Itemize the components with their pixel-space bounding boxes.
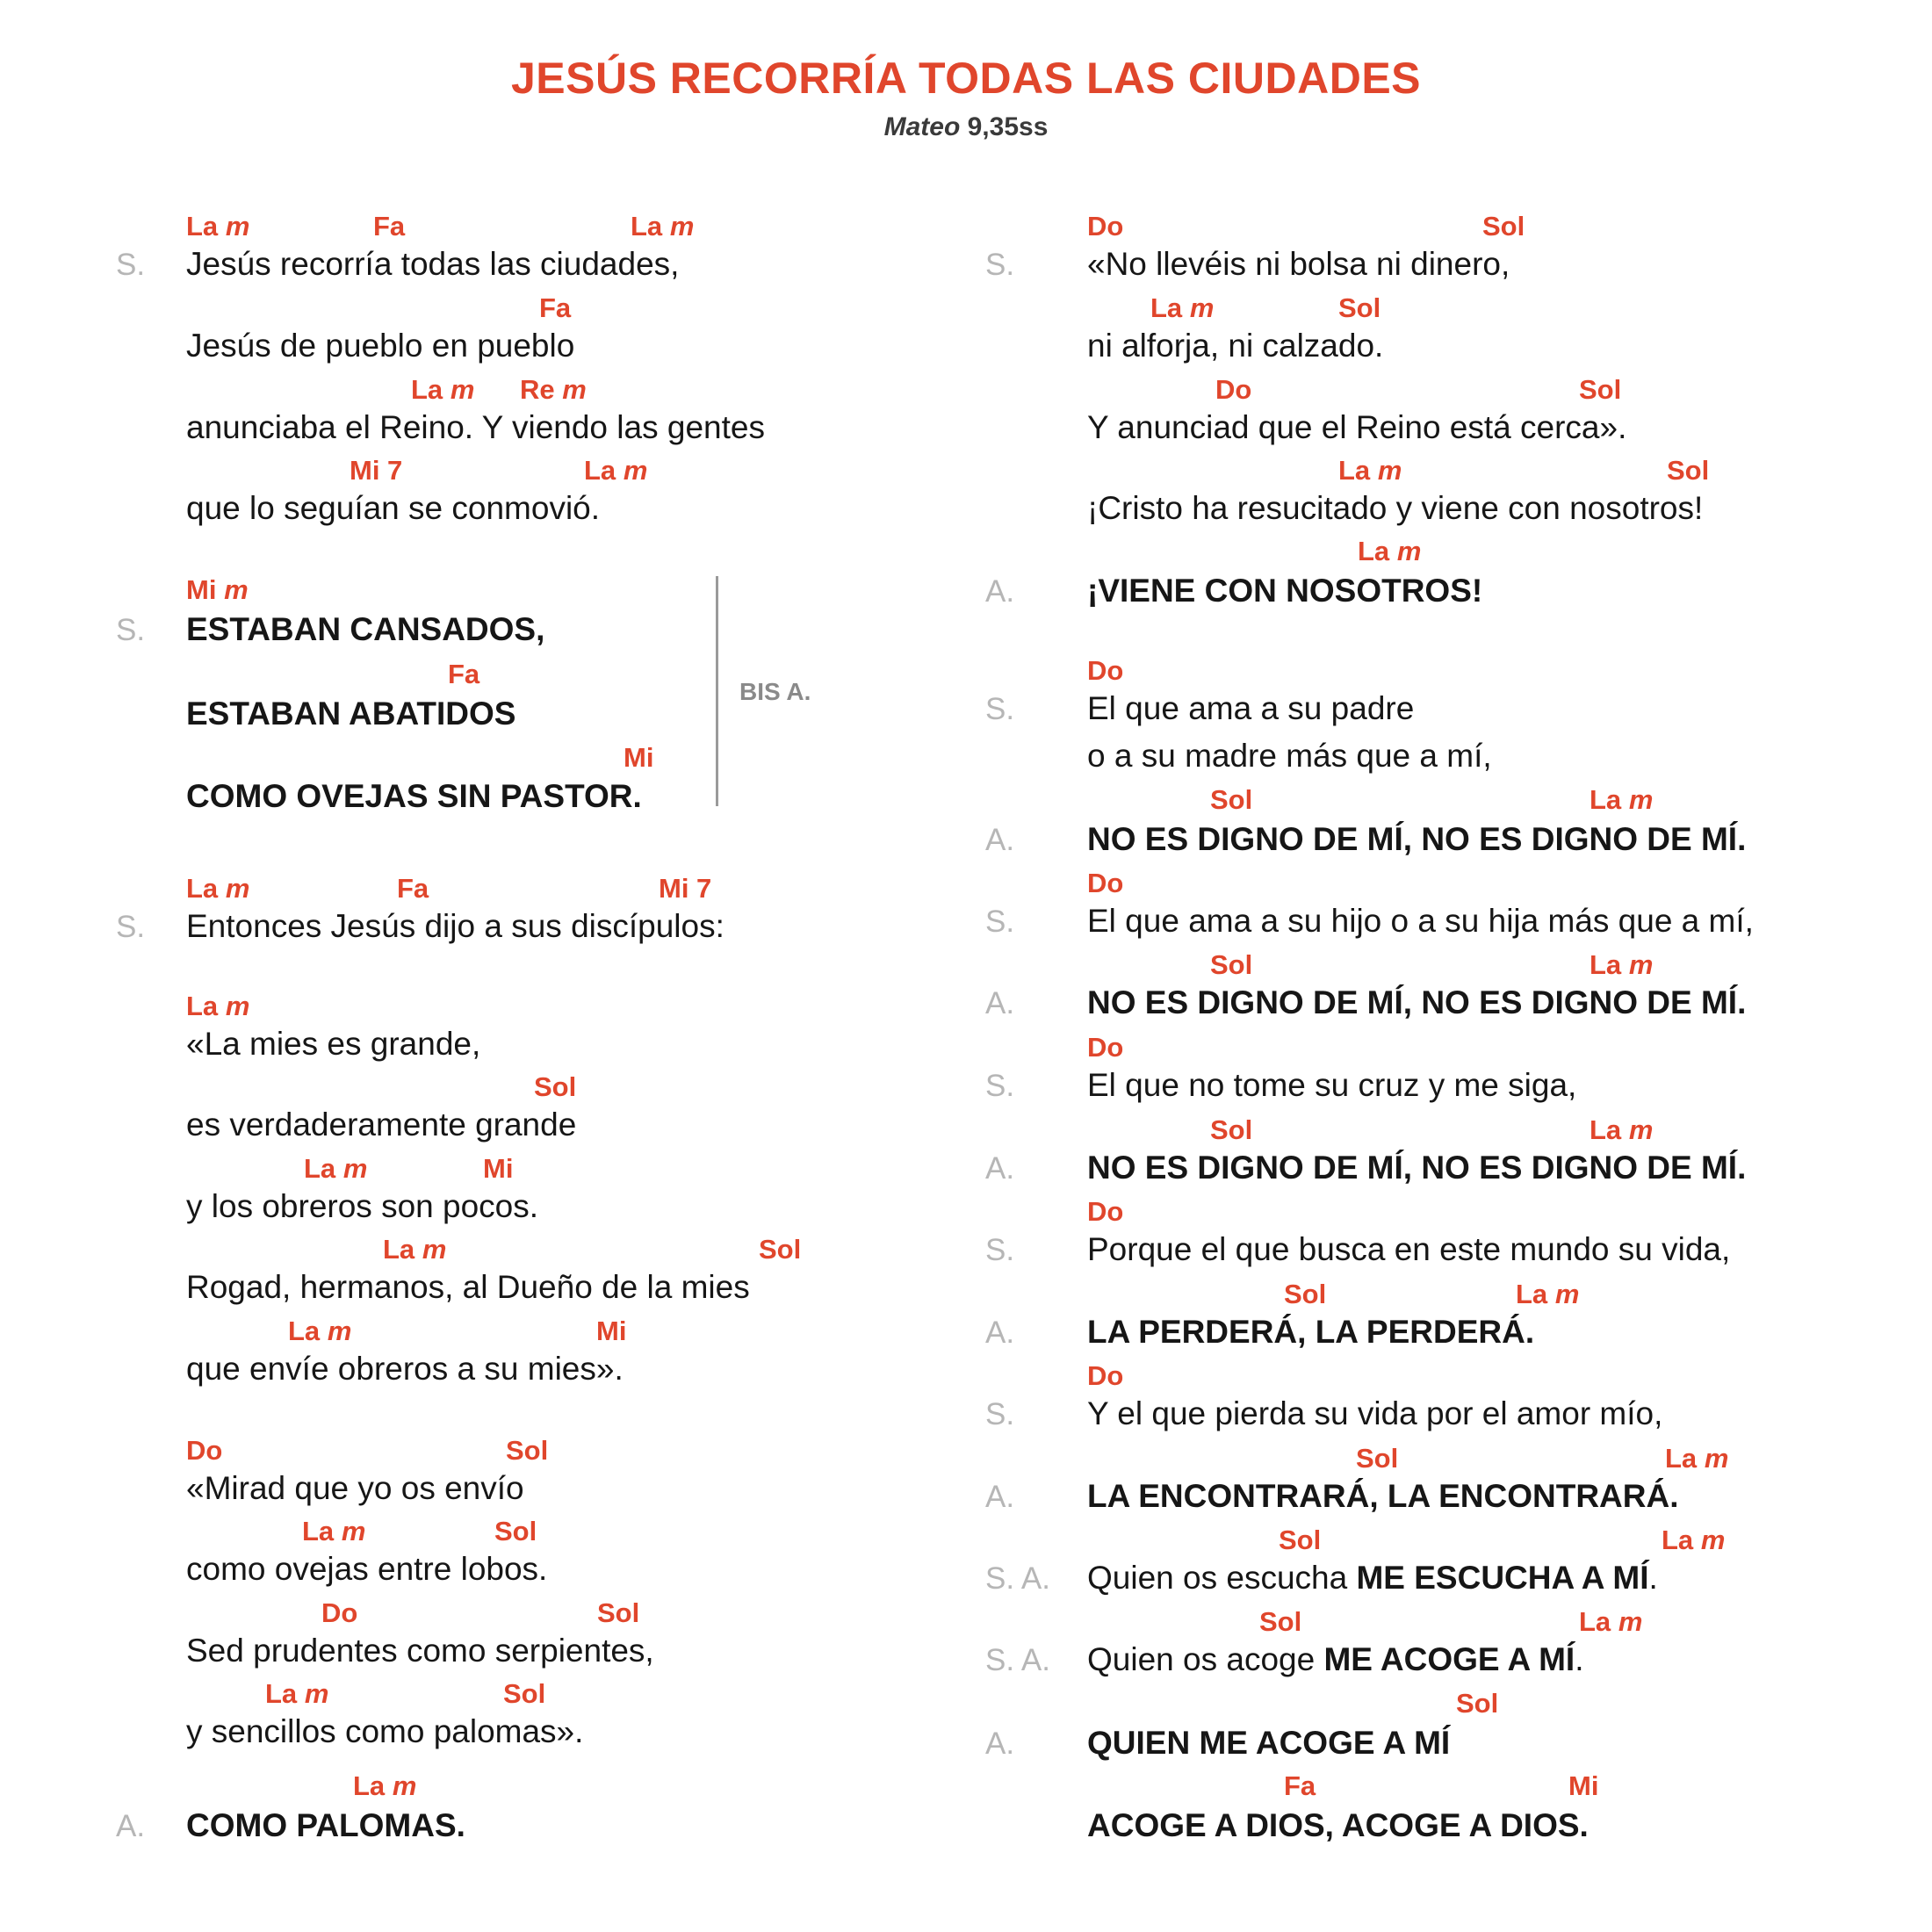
chord: Mi: [483, 1153, 514, 1184]
chord-line: [966, 536, 1932, 571]
speaker-label: A.: [985, 986, 1015, 1020]
lyric-line: que envíe obreros a su mies».: [186, 1351, 624, 1387]
chord: La m: [304, 1153, 368, 1184]
speaker-label: A.: [985, 1480, 1015, 1514]
lyric-line: El que ama a su hijo o a su hija más que a mí,: [1087, 903, 1754, 939]
chord: La m: [1665, 1443, 1729, 1474]
chord: Fa: [539, 292, 572, 323]
chord: Mi: [624, 742, 654, 773]
lyric-line: y los obreros son pocos.: [186, 1188, 539, 1224]
chord: Sol: [1210, 949, 1253, 980]
chord-line: [966, 868, 1932, 903]
chord-line: [0, 873, 966, 908]
chord: Sol: [1356, 1443, 1399, 1474]
chord: Mi: [596, 1316, 627, 1346]
speaker-label: A.: [985, 823, 1015, 857]
lyric-line: El que ama a su padre: [1087, 690, 1415, 726]
chord-line: [966, 1443, 1932, 1478]
chord: La m: [288, 1316, 352, 1346]
chord: Fa: [448, 659, 480, 689]
chord-line: [0, 1435, 966, 1470]
chord: Sol: [1279, 1525, 1322, 1555]
lyric-line: Y anunciad que el Reino está cerca».: [1087, 409, 1627, 445]
chord: La m: [186, 211, 250, 242]
chord-line: [966, 1196, 1932, 1231]
chord: Do: [321, 1597, 358, 1628]
lyric-line: anunciaba el Reino. Y viendo las gentes: [186, 409, 765, 445]
chord: La m: [1338, 455, 1402, 486]
chord: La m: [302, 1516, 366, 1546]
chord-line: [966, 1360, 1932, 1395]
chord-line: [966, 784, 1932, 819]
lyric-line: NO ES DIGNO DE MÍ, NO ES DIGNO DE MÍ.: [1087, 1150, 1747, 1186]
chord-line: [0, 211, 966, 246]
chord: Sol: [1667, 455, 1710, 486]
lyric-line: ¡Cristo ha resucitado y viene con nosotros!: [1087, 490, 1704, 526]
lyric-line: «La mies es grande,: [186, 1026, 481, 1062]
lyric-line: Jesús recorría todas las ciudades,: [186, 246, 680, 282]
chord: Sol: [1482, 211, 1525, 242]
chord: Sol: [1338, 292, 1381, 323]
lyric-line: Entonces Jesús dijo a sus discípulos:: [186, 908, 724, 944]
repeat-label: BIS A.: [739, 678, 811, 705]
speaker-label: A.: [985, 1727, 1015, 1761]
chord: Fa: [373, 211, 406, 242]
chord-line: [966, 1525, 1932, 1560]
lyric-line: El que no tome su cruz y me siga,: [1087, 1067, 1577, 1103]
speaker-label: S.: [985, 248, 1015, 282]
lyric-line: ESTABAN CANSADOS,: [186, 611, 545, 647]
speaker-label: A.: [985, 1151, 1015, 1186]
lyric-line: es verdaderamente grande: [186, 1107, 577, 1143]
chord: Do: [1087, 211, 1124, 242]
speaker-label: A.: [985, 1316, 1015, 1350]
chord: La m: [1662, 1525, 1726, 1555]
chord: Do: [186, 1435, 223, 1466]
chord-line: [0, 1597, 966, 1633]
chapter-verse: 9,35ss: [967, 112, 1049, 141]
lyric-line: Quien os escucha ME ESCUCHA A MÍ.: [1087, 1560, 1658, 1596]
chord-line: [966, 1688, 1932, 1723]
lyric-line: NO ES DIGNO DE MÍ, NO ES DIGNO DE MÍ.: [1087, 821, 1747, 857]
lyric-line: Y el que pierda su vida por el amor mío,: [1087, 1395, 1663, 1431]
speaker-label: S.: [116, 613, 146, 647]
lyric-line: que lo seguían se conmovió.: [186, 490, 601, 526]
chord: Sol: [494, 1516, 537, 1546]
chord-line: [966, 292, 1932, 328]
lyric-line: LA ENCONTRARÁ, LA ENCONTRARÁ.: [1087, 1478, 1679, 1514]
speaker-label: S.: [985, 1069, 1015, 1103]
chord: Sol: [1579, 374, 1622, 405]
chord: Do: [1087, 1360, 1124, 1391]
chord: Sol: [1456, 1688, 1499, 1719]
chord-line: [0, 1770, 966, 1806]
chord: Sol: [1259, 1606, 1302, 1637]
chord: La m: [1579, 1606, 1643, 1637]
chord: Sol: [503, 1678, 546, 1709]
chord: Fa: [397, 873, 429, 904]
lyric-line: COMO PALOMAS.: [186, 1807, 465, 1843]
chord-line: [966, 1279, 1932, 1314]
lyric-line: ni alforja, ni calzado.: [1087, 328, 1384, 364]
chord: Mi: [1568, 1770, 1599, 1801]
chord-line: [0, 292, 966, 328]
chord: La m: [1516, 1279, 1580, 1309]
chord: La m: [1590, 1114, 1654, 1145]
chord: La m: [383, 1234, 447, 1265]
chord: Do: [1215, 374, 1252, 405]
lyric-line: ACOGE A DIOS, ACOGE A DIOS.: [1087, 1807, 1589, 1843]
speaker-label: S.: [985, 1397, 1015, 1431]
chord-line: [966, 949, 1932, 984]
chord: La m: [1590, 784, 1654, 815]
lyric-line: o a su madre más que a mí,: [1087, 738, 1492, 774]
chord: Mi m: [186, 574, 249, 605]
lyric-line: Quien os acoge ME ACOGE A MÍ.: [1087, 1641, 1584, 1677]
chord-line: [0, 1234, 966, 1269]
lyric-line: LA PERDERÁ, LA PERDERÁ.: [1087, 1314, 1535, 1350]
speaker-label: S.: [985, 905, 1015, 939]
chord: Mi 7: [659, 873, 712, 904]
chord-line: [0, 991, 966, 1026]
chord: Re m: [520, 374, 587, 405]
chord: Do: [1087, 1032, 1124, 1063]
chord-line: [0, 1071, 966, 1107]
chord-line: [0, 374, 966, 409]
chord: Sol: [759, 1234, 802, 1265]
chord: Do: [1087, 1196, 1124, 1227]
speaker-label: A.: [985, 574, 1015, 609]
speaker-label: S. A.: [985, 1561, 1050, 1596]
scripture-reference: [0, 112, 1932, 142]
chord: Sol: [1210, 1114, 1253, 1145]
speaker-label: S.: [116, 910, 146, 944]
lyric-line: Rogad, hermanos, al Dueño de la mies: [186, 1269, 750, 1305]
repeat-bracket: [716, 576, 718, 806]
lyric-line: Porque el que busca en este mundo su vida,: [1087, 1231, 1731, 1267]
chord: La m: [186, 873, 250, 904]
lyric-line: como ovejas entre lobos.: [186, 1551, 548, 1587]
chord-line: [0, 1516, 966, 1551]
chord-line: [0, 455, 966, 490]
speaker-label: S. A.: [985, 1643, 1050, 1677]
lyric-line: Sed prudentes como serpientes,: [186, 1633, 654, 1669]
song-title: JESÚS RECORRÍA TODAS LAS CIUDADES: [510, 54, 1422, 103]
chord-line: [966, 655, 1932, 690]
chord: La m: [265, 1678, 329, 1709]
chord: Sol: [534, 1071, 577, 1102]
chord-line: [0, 742, 966, 777]
chord: Sol: [1210, 784, 1253, 815]
chord-line: [966, 455, 1932, 490]
chord-line: [966, 1770, 1932, 1806]
chord: La m: [1150, 292, 1215, 323]
chord-line: [0, 574, 966, 609]
lyric-line: ESTABAN ABATIDOS: [186, 696, 516, 732]
chord: Sol: [1284, 1279, 1327, 1309]
chord: La m: [411, 374, 475, 405]
lyric-line: COMO OVEJAS SIN PASTOR.: [186, 778, 642, 814]
chord: La m: [1590, 949, 1654, 980]
speaker-label: S.: [985, 692, 1015, 726]
chord: La m: [353, 1770, 417, 1801]
chord-line: [0, 659, 966, 694]
speaker-label: A.: [116, 1809, 146, 1843]
book-name: Mateo: [883, 112, 961, 141]
chord-line: [0, 1316, 966, 1351]
chord: Do: [1087, 655, 1124, 686]
speaker-label: S.: [985, 1233, 1015, 1267]
chord: Fa: [1284, 1770, 1316, 1801]
lyric-line: «No llevéis ni bolsa ni dinero,: [1087, 246, 1510, 282]
chord: Sol: [597, 1597, 640, 1628]
lyric-line: QUIEN ME ACOGE A MÍ: [1087, 1725, 1451, 1761]
lyric-line: ¡VIENE CON NOSOTROS!: [1087, 573, 1483, 609]
speaker-label: S.: [116, 248, 146, 282]
chord-line: [966, 1032, 1932, 1067]
lyric-line: NO ES DIGNO DE MÍ, NO ES DIGNO DE MÍ.: [1087, 984, 1747, 1020]
chord: La m: [186, 991, 250, 1021]
chord: La m: [584, 455, 648, 486]
lyric-line: y sencillos como palomas».: [186, 1713, 584, 1749]
chord: La m: [1358, 536, 1422, 566]
chord: Mi 7: [350, 455, 403, 486]
chord: Do: [1087, 868, 1124, 898]
lyric-line: «Mirad que yo os envío: [186, 1470, 524, 1506]
chord: La m: [631, 211, 695, 242]
chord-line: [0, 1153, 966, 1188]
chord-line: [0, 1678, 966, 1713]
chord-line: [966, 374, 1932, 409]
chord-line: [966, 211, 1932, 246]
lyric-line: Jesús de pueblo en pueblo: [186, 328, 575, 364]
chord: Sol: [506, 1435, 549, 1466]
chord-line: [966, 1606, 1932, 1641]
chord-line: [966, 1114, 1932, 1150]
